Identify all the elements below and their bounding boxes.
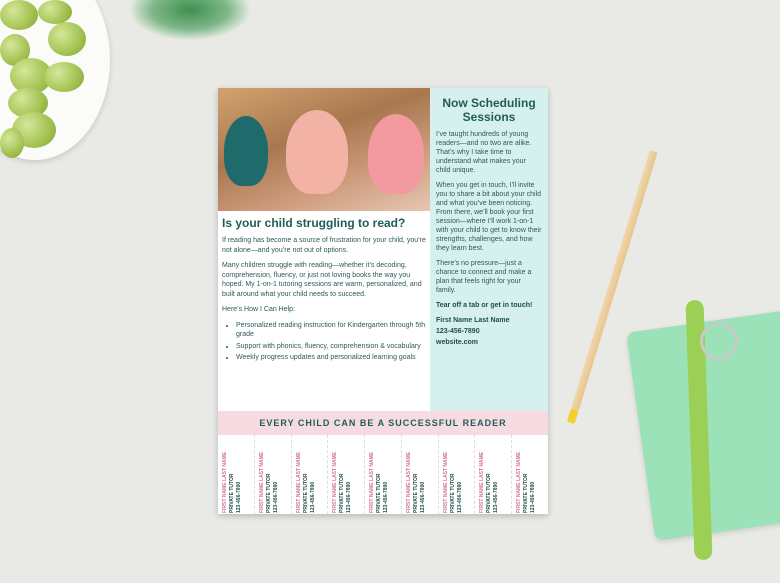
grape xyxy=(48,22,86,56)
tear-off-tab[interactable] xyxy=(475,435,512,514)
tab-title: PRIVATE TUTOR xyxy=(339,473,346,513)
tab-title: PRIVATE TUTOR xyxy=(302,473,309,513)
headline: Is your child struggling to read? xyxy=(222,216,406,230)
tear-off-tab[interactable] xyxy=(292,435,329,514)
grape xyxy=(44,62,84,92)
banner: EVERY CHILD CAN BE A SUCCESSFUL READER xyxy=(218,411,548,435)
contact-phone: 123-456-7890 xyxy=(436,328,480,335)
description-paragraph: Many children struggle with reading—whether it’s decoding, comprehension, fluency, or just not loving books the way you hoped. My 1-on-1 tutoring sessions are warm, personalized, and built around what your child needs to succeed. xyxy=(222,262,422,298)
tab-name: FIRST NAME LAST NAME xyxy=(332,451,339,513)
tab-title: PRIVATE TUTOR xyxy=(486,473,493,513)
tab-phone: 123-456-7890 xyxy=(346,481,353,513)
flyer xyxy=(218,88,548,514)
list-item: • Personalized reading instruction for Kindergarten through 5th grade xyxy=(236,321,427,340)
tab-name: FIRST NAME LAST NAME xyxy=(442,451,449,513)
tab-name: FIRST NAME LAST NAME xyxy=(516,451,523,513)
child-left xyxy=(224,116,268,186)
list-item: • Support with phonics, fluency, comprehension & vocabulary xyxy=(236,342,427,352)
scheduling-panel xyxy=(430,88,548,411)
tab-title: PRIVATE TUTOR xyxy=(523,473,530,513)
tear-off-tab[interactable] xyxy=(512,435,548,514)
side-heading: Now Scheduling Sessions xyxy=(442,96,536,124)
help-list xyxy=(222,321,427,363)
tab-title: PRIVATE TUTOR xyxy=(449,473,456,513)
side-paragraph-1: I’ve taught hundreds of young readers—and no two are alike. That’s why I take time to understand what makes your child unique. xyxy=(436,131,532,174)
tear-off-tab[interactable] xyxy=(439,435,476,514)
tear-off-tab[interactable] xyxy=(218,435,255,514)
children-reading-photo xyxy=(218,88,430,211)
body-text xyxy=(222,236,427,365)
tab-phone: 123-456-7890 xyxy=(419,481,426,513)
tear-off-tab[interactable] xyxy=(365,435,402,514)
side-paragraph-3: There’s no pressure—just a chance to connect and make a plan that feels right for your family. xyxy=(436,260,532,294)
contact-website: website.com xyxy=(436,339,479,346)
tab-phone: 123-456-7890 xyxy=(272,481,279,513)
tab-name: FIRST NAME LAST NAME xyxy=(405,451,412,513)
tab-title: PRIVATE TUTOR xyxy=(265,473,272,513)
help-heading: Here’s How I Can Help: xyxy=(222,306,296,313)
side-paragraph-2: When you get in touch, I’ll invite you to share a bit about your child and what you’ve been noticing. From there, we’ll book your first session—where I’ll work 1-on-1 with your child to get to know their strengths, challenges, and how they learn best. xyxy=(436,182,542,252)
tab-phone: 123-456-7890 xyxy=(309,481,316,513)
tear-off-tab[interactable] xyxy=(402,435,439,514)
intro-paragraph: If reading has become a source of frustration for your child, you’re not alone—and you’re not out of options. xyxy=(222,237,426,254)
tab-title: PRIVATE TUTOR xyxy=(229,473,235,513)
list-item: • Weekly progress updates and personalized learning goals xyxy=(236,353,427,363)
tab-phone: 123-456-7890 xyxy=(456,481,463,513)
tab-phone: 123-456-7890 xyxy=(493,481,500,513)
grape xyxy=(0,0,38,30)
glass xyxy=(130,0,250,40)
child-right xyxy=(368,114,424,194)
tear-off-tab[interactable] xyxy=(255,435,292,514)
tab-name: FIRST NAME LAST NAME xyxy=(479,451,486,513)
tab-title: PRIVATE TUTOR xyxy=(412,473,419,513)
keyring xyxy=(700,322,738,360)
tab-name: FIRST NAME LAST NAME xyxy=(258,451,265,513)
tab-phone: 123-456-7890 xyxy=(383,481,390,513)
grape xyxy=(38,0,72,24)
child-center xyxy=(286,110,348,194)
tab-phone: 123-456-7890 xyxy=(530,481,537,513)
side-cta: Tear off a tab or get in touch! xyxy=(436,302,533,309)
tab-name: FIRST NAME LAST NAME xyxy=(369,451,376,513)
grape xyxy=(0,128,24,158)
tab-name: FIRST NAME LAST NAME xyxy=(295,451,302,513)
tear-off-tabs xyxy=(218,435,548,514)
contact-name: First Name Last Name xyxy=(436,317,510,324)
tab-phone: 123-456-7890 xyxy=(236,481,242,513)
tab-title: PRIVATE TUTOR xyxy=(376,473,383,513)
tab-name: FIRST NAME LAST NAME xyxy=(222,451,228,513)
tear-off-tab[interactable] xyxy=(328,435,365,514)
